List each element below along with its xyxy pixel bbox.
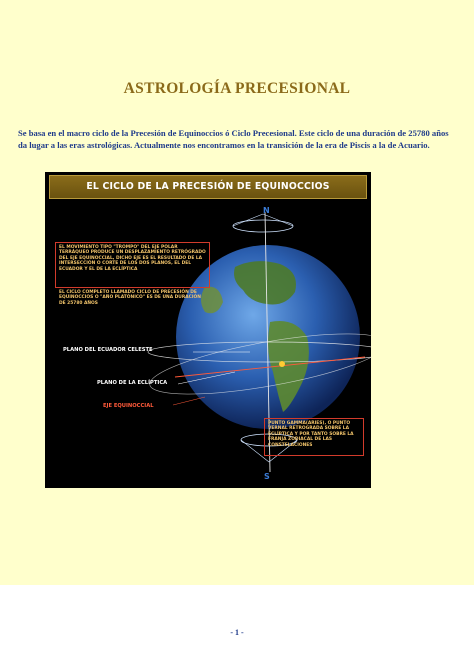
page-title: ASTROLOGÍA PRECESIONAL — [123, 80, 351, 97]
gamma-point — [279, 361, 285, 367]
page-number: - 1 - — [230, 628, 244, 637]
callout-gamma-point: PUNTO GAMMA(ARIES), O PUNTO VERNAL RETROGRADA SOBRE LA ECLÍPTICA Y POR TANTO SOBRE LA FRANJA ZODIACAL DE LAS CONSTELACIONES — [264, 418, 364, 456]
top-cone-ellipse — [233, 220, 293, 232]
intro-paragraph: Se basa en el macro ciclo de la Precesión de Equinoccios ó Ciclo Precesional. Este ciclo de una duración de 25780 años da lugar a las eras astrológicas. Actualmente nos encontramos en la transición de la era de Piscis a la de Acuario. — [18, 128, 449, 150]
precession-figure — [45, 172, 371, 488]
callout-axis-movement: EL MOVIMIENTO TIPO "TROMPO" DEL EJE POLAR TERRÁQUEO PRODUCE UN DESPLAZAMIENTO RETRÓGRADO DEL EJE EQUINOCCIAL, DICHO EJE ES EL RESULTADO DE LA INTERSECCIÓN O CORTE DE LOS DOS PLANOS, EL DEL ECUADOR Y EL DE LA ECLÍPTICA — [55, 242, 210, 288]
figure-banner: EL CICLO DE LA PRECESIÓN DE EQUINOCCIOS — [49, 175, 367, 199]
label-celestial-equator: PLANO DEL ECUADOR CELESTE — [63, 347, 153, 353]
label-ecliptic: PLANO DE LA ECLÍPTICA — [97, 380, 168, 386]
south-label: S — [264, 472, 270, 481]
north-label: N — [263, 206, 270, 215]
callout-precession-cycle: EL CICLO COMPLETO LLAMADO CICLO DE PRECESIÓN DE EQUINOCCIOS O "AÑO PLATÓNICO" ES DE UNA DURACIÓN DE 25780 AÑOS — [59, 290, 201, 306]
label-equinoctial-axis: EJE EQUINOCCIAL — [103, 403, 154, 409]
